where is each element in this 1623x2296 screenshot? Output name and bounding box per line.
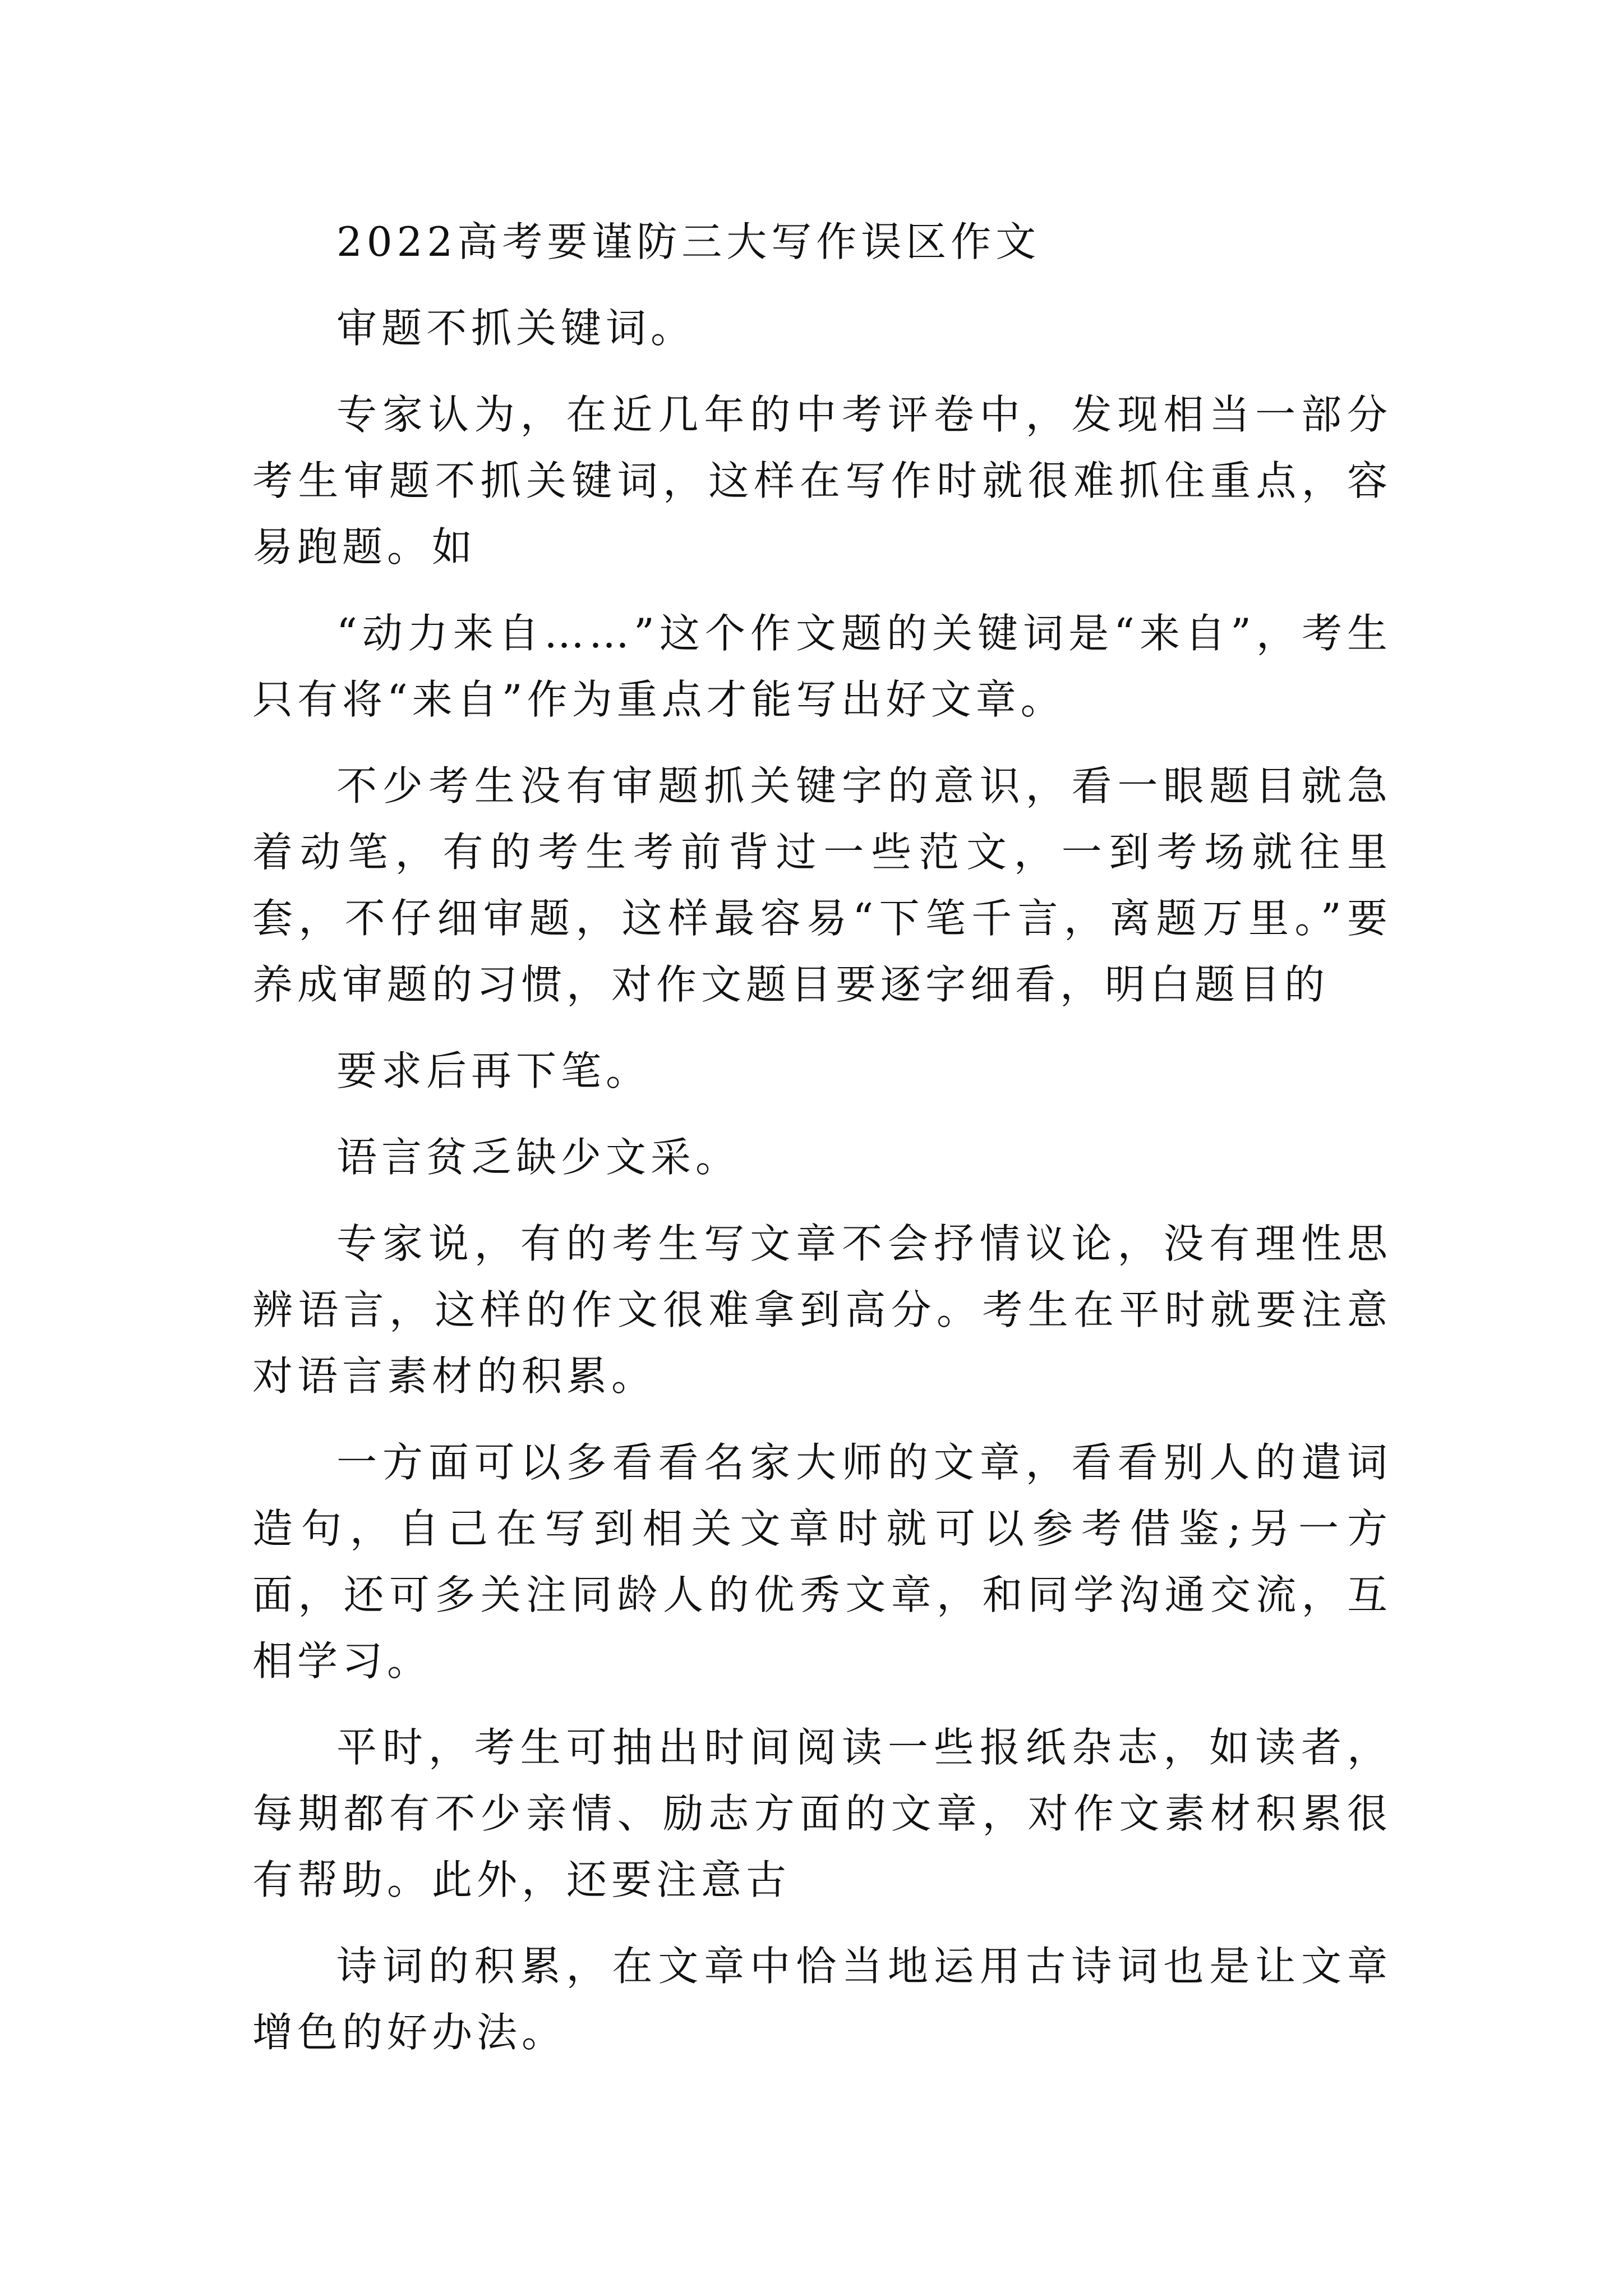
paragraph: 专家说，有的考生写文章不会抒情议论，没有理性思辨语言，这样的作文很难拿到高分。考生在平时就要注意对语言素材的积累。 <box>252 1220 1392 1400</box>
paragraph: 审题不抓关键词。 <box>336 305 696 352</box>
paragraph: “动力来自……”这个作文题的关键词是“来自”，考生只有将“来自”作为重点才能写出好文章。 <box>252 610 1392 723</box>
paragraph: 要求后再下笔。 <box>336 1047 651 1094</box>
document-body <box>252 209 1392 2086</box>
paragraph: 语言贫乏缺少文采。 <box>336 1134 741 1181</box>
paragraph: 诗词的积累，在文章中恰当地运用古诗词也是让文章增色的好办法。 <box>252 1943 1392 2056</box>
paragraph: 不少考生没有审题抓关键字的意识，看一眼题目就急着动笔，有的考生考前背过一些范文，一到考场就往里套，不仔细审题，这样最容易“下笔千言，离题万里。”要养成审题的习惯，对作文题目要逐字细看，明白题目的 <box>252 762 1392 1008</box>
paragraph: 专家认为，在近几年的中考评卷中，发现相当一部分考生审题不抓关键词，这样在写作时就很难抓住重点，容易跑题。如 <box>252 391 1392 570</box>
paragraph: 平时，考生可抽出时间阅读一些报纸杂志，如读者，每期都有不少亲情、励志方面的文章，对作文素材积累很有帮助。此外，还要注意古 <box>252 1724 1392 1903</box>
paragraph: 一方面可以多看看名家大师的文章，看看别人的遣词造句，自己在写到相关文章时就可以参考借鉴;另一方面，还可多关注同龄人的优秀文章，和同学沟通交流，互相学习。 <box>252 1439 1392 1685</box>
document-title: 2022高考要谨防三大写作误区作文 <box>336 218 1041 265</box>
